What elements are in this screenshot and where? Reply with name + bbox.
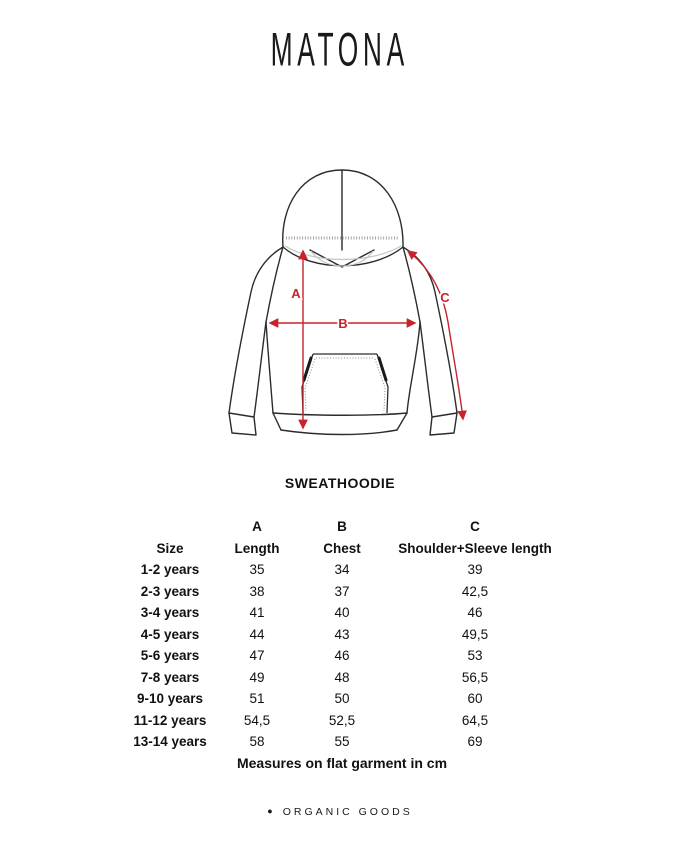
table-row [122,559,562,581]
pocket-opening-binding [304,358,386,380]
footer-label: ORGANIC GOODS [282,806,413,818]
sleeve-inner-left [254,322,266,417]
size-cell: 1-2 years [140,562,200,577]
hem-bottom [281,430,397,435]
body-side-right [407,322,420,413]
sleeve-inner-right [420,322,432,417]
length-cell: 44 [249,626,265,642]
length-cell: 41 [249,605,265,620]
chest-cell: 55 [334,734,350,749]
size-cell: 4-5 years [140,626,200,642]
chest-cell: 34 [334,562,350,577]
table-row [122,731,562,753]
hoodie-drawing-svg [180,150,500,460]
measurement-labels [291,286,450,331]
pocket-stitching [305,358,385,411]
table-row [122,645,562,667]
chest-cell: 52,5 [328,712,356,728]
measure-label-a: A [291,286,301,301]
size-cell: 2-3 years [140,583,200,599]
chest-cell: 43 [334,626,350,642]
shoulder-sleeve-cell: 46 [467,605,483,620]
hood-outline [283,170,403,247]
hoodie-measurement-diagram [180,150,500,460]
brand-logo-text: MATONA [270,24,410,76]
measurement-note: Measures on flat garment in cm [236,754,448,771]
length-cell: 47 [249,648,265,663]
length-cell: 58 [249,734,265,749]
shoulder-sleeve-cell: 69 [467,734,483,749]
chest-cell: 37 [334,583,350,599]
shoulder-sleeve-cell: 53 [467,648,483,663]
kangaroo-pocket [302,354,388,413]
size-cell: 5-6 years [140,648,200,663]
header-letter-b: B [337,519,347,534]
length-cell: 51 [249,691,265,706]
size-cell: 13-14 years [133,734,207,749]
length-cell: 54,5 [243,712,271,728]
table-row [122,602,562,624]
measurement-arrows [270,251,463,428]
shoulder-sleeve-cell: 39 [467,562,483,577]
sleeve-outer-left [229,247,283,413]
header-letter-a: A [252,519,262,534]
shoulder-sleeve-cell: 60 [467,691,483,706]
cuff-right [430,413,457,435]
header-length: Length [234,540,280,556]
size-table [122,516,562,753]
shoulder-sleeve-cell: 42,5 [461,583,489,599]
header-letter-c: C [470,519,480,534]
header-chest: Chest [323,540,361,556]
header-name-row [122,538,562,560]
table-row [122,581,562,603]
chest-cell: 46 [334,648,350,663]
cuff-left [229,413,256,435]
length-cell: 35 [249,562,265,577]
table-row [122,688,562,710]
size-cell: 7-8 years [140,669,200,685]
table-row [122,710,562,732]
hem-top [273,413,407,415]
table-row [122,667,562,689]
size-cell: 3-4 years [140,605,200,620]
hood-front-drape [283,247,403,266]
table-row [122,624,562,646]
length-cell: 38 [249,583,265,599]
header-size: Size [156,540,184,556]
shoulder-sleeve-cell: 56,5 [461,669,489,685]
size-table-section [122,516,562,774]
bullet-icon: ● [267,806,273,816]
chest-cell: 40 [334,605,350,620]
body-side-left [266,322,273,413]
header-letter-row [122,516,562,538]
measure-label-c: C [440,290,450,305]
chest-cell: 50 [334,691,350,706]
size-cell: 9-10 years [136,691,204,706]
chest-cell: 48 [334,669,350,685]
measure-label-b: B [338,316,348,331]
length-cell: 49 [249,669,265,685]
size-cell: 11-12 years [133,712,207,728]
size-table-header [122,516,562,559]
shoulder-sleeve-cell: 64,5 [461,712,489,728]
footer-tagline [0,806,680,818]
shoulder-sleeve-cell: 49,5 [461,626,489,642]
header-empty-cell [122,516,218,538]
brand-logo [0,24,680,76]
product-title: SWEATHOODIE [284,475,396,491]
header-shoulder-sleeve: Shoulder+Sleeve length [398,540,552,556]
hoodie-outline [229,170,457,435]
size-table-body [122,559,562,753]
